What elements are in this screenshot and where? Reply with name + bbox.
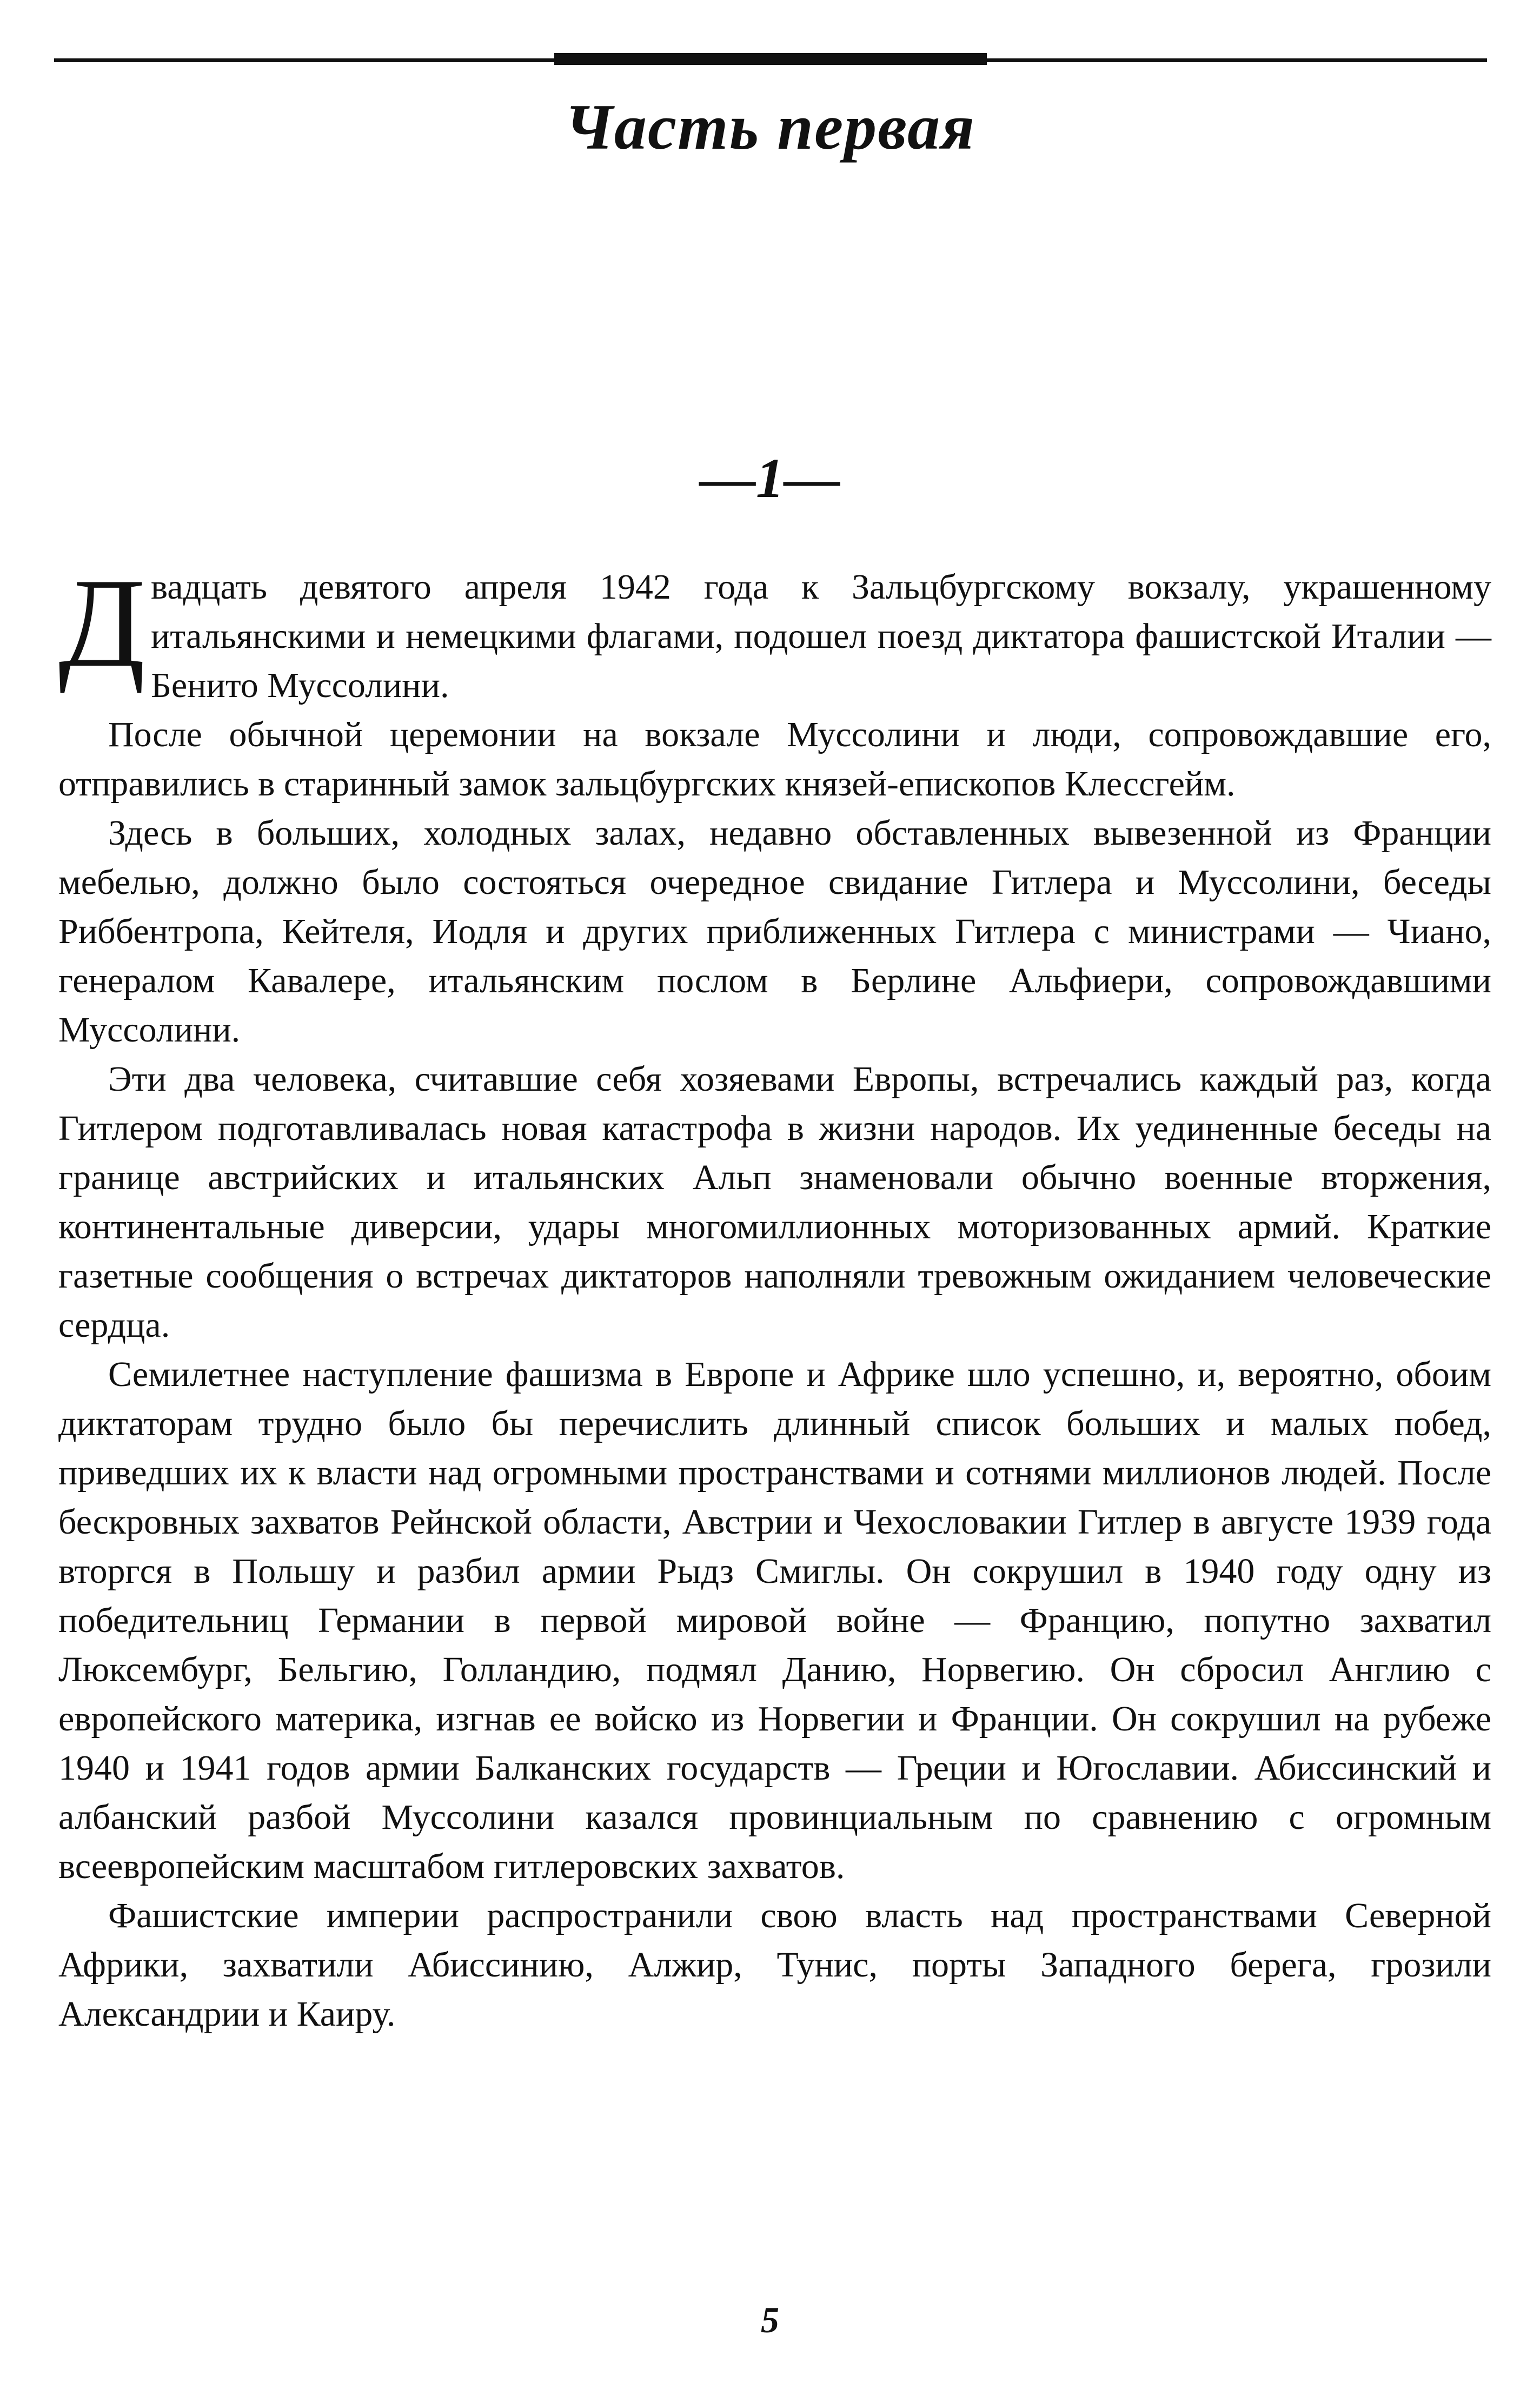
page-number: 5 (761, 2299, 779, 2340)
drop-cap: Д (58, 553, 145, 694)
paragraph-3: Здесь в больших, холодных залах, недавно обставленных вывезенной из Франции мебелью, должно было состояться очередное свидание Гитлера и Муссолини, беседы Риббентропа, Кейтеля, Иодля и других приближенных Гитлера с министрами — Чиано, генералом Кавалере, итальянским послом в Берлине Альфиери, сопровождавшими Муссолини. (58, 813, 1491, 1050)
paragraph-1 (58, 553, 1491, 710)
paragraph-6: Фашистские империи распространили свою власть над пространствами Северной Африки, захватили Абиссинию, Алжир, Тунис, порты Западного берега, грозили Александрии и Каиру. (58, 1896, 1491, 2034)
top-rule-accent (554, 53, 987, 65)
part-title: Часть первая (565, 91, 975, 163)
paragraph-1-text: вадцать девятого апреля 1942 года к Зальцбургскому вокзалу, украшенному итальянскими и немецкими флагами, подошел поезд диктатора фашистской Италии — Бенито Муссолини. (150, 567, 1491, 705)
paragraph-5: Семилетнее наступление фашизма в Европе и Африке шло успешно, и, вероятно, обоим диктаторам трудно было бы перечислить длинный список больших и малых побед, приведших их к власти над огромными пространствами и сотнями миллионов людей. После бескровных захватов Рейнской области, Австрии и Чехословакии Гитлер в августе 1939 года вторгся в Польшу и разбил армии Рыдз Смиглы. Он сокрушил в 1940 году одну из победительниц Германии в первой мировой войне — Францию, попутно захватил Люксембург, Бельгию, Голландию, подмял Данию, Норвегию. Он сбросил Англию с европейского материка, изгнав ее войско из Норвегии и Франции. Он сокрушил на рубеже 1940 и 1941 годов армии Балканских государств — Греции и Югославии. Абиссинский и албанский разбой Муссолини казался провинциальным по сравнению с огромным всеевропейским масштабом гитлеровских захватов. (58, 1355, 1491, 1886)
paragraph-2: После обычной церемонии на вокзале Муссолини и люди, сопровождавшие его, отправились в старинный замок зальцбургских князей-епископов Клессгейм. (58, 715, 1491, 804)
chapter-body (58, 553, 1491, 2039)
chapter-number: —1— (700, 447, 840, 509)
paragraph-4: Эти два человека, считавшие себя хозяевами Европы, встречались каждый раз, когда Гитлером подготавливалась новая катастрофа в жизни народов. Их уединенные беседы на границе австрийских и итальянских Альп знаменовали обычно военные вторжения, континентальные диверсии, удары многомиллионных моторизованных армий. Краткие газетные сообщения о встречах диктаторов наполняли тревожным ожиданием человеческие сердца. (58, 1059, 1491, 1345)
